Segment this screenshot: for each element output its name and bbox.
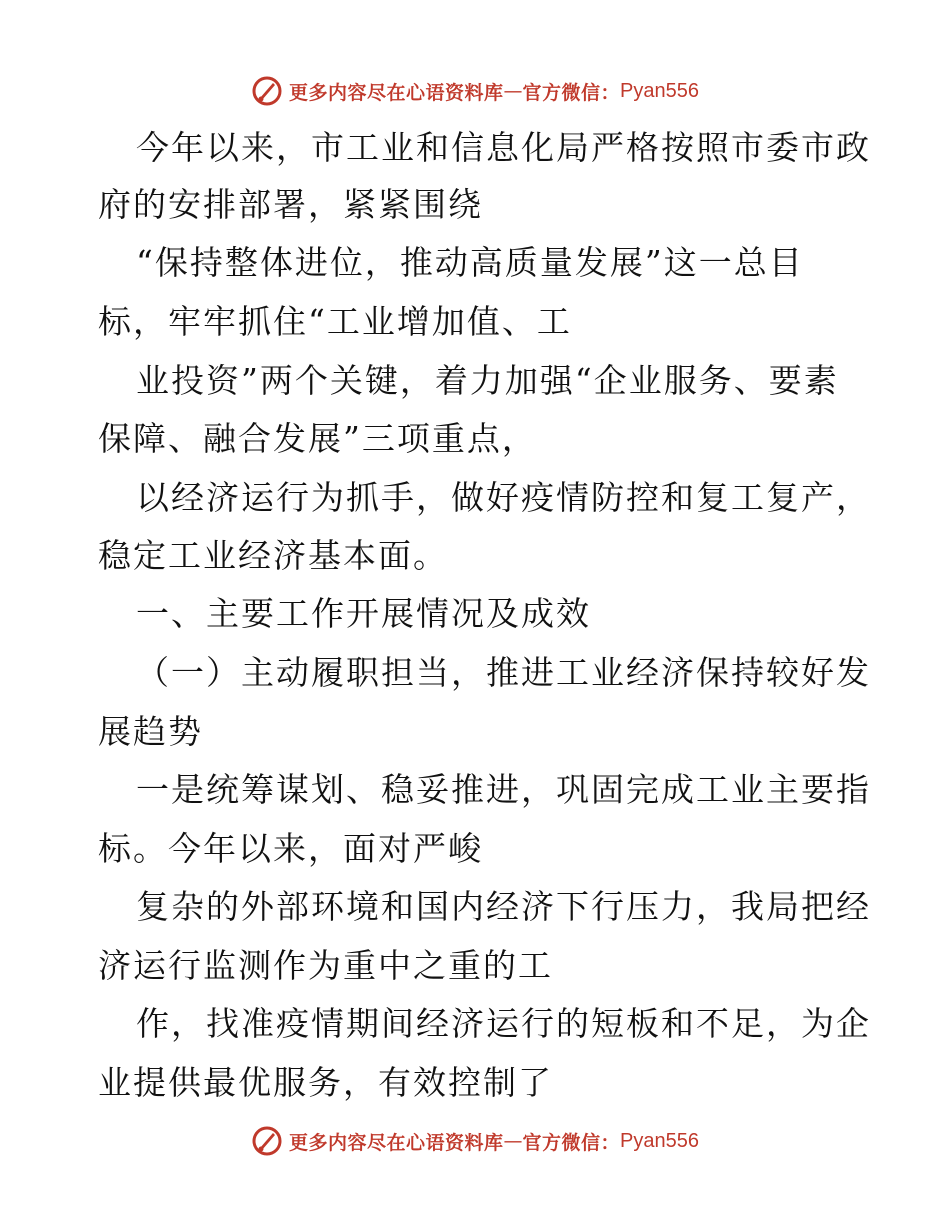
watermark-separator: — [503, 80, 523, 102]
quill-logo-icon [251, 1125, 283, 1157]
paragraph-line: 一是统筹谋划、稳妥推进，巩固完成工业主要指 [136, 770, 871, 809]
paragraph-line: 业提供最优服务，有效控制了 [98, 1063, 553, 1102]
watermark-account: Pyan556 [620, 1129, 699, 1152]
paragraph-line: “保持整体进位，推动高质量发展”这一总目 [136, 243, 804, 282]
paragraph-line: 济运行监测作为重中之重的工 [98, 946, 553, 985]
paragraph-line: 以经济运行为抓手，做好疫情防控和复工复产， [136, 478, 871, 517]
paragraph-line: 府的安排部署，紧紧围绕 [98, 185, 483, 224]
footer-watermark [0, 1121, 950, 1161]
watermark-label: 官方微信： [522, 81, 621, 104]
paragraph-line: 作，找准疫情期间经济运行的短板和不足，为企 [136, 1004, 871, 1043]
header-watermark [0, 71, 950, 111]
subsection-heading-continuation: 展趋势 [98, 712, 203, 751]
watermark-account: Pyan556 [620, 79, 699, 102]
paragraph-line: 保障、融合发展”三项重点， [98, 419, 537, 458]
paragraph-line: 标，牢牢抓住“工业增加值、工 [98, 302, 572, 341]
paragraph-line: 今年以来，市工业和信息化局严格按照市委市政 [136, 128, 871, 167]
watermark-text: 更多内容尽在心语资料库 [289, 81, 504, 104]
subsection-heading: （一）主动履职担当，推进工业经济保持较好发 [136, 653, 871, 692]
quill-logo-icon [251, 75, 283, 107]
watermark-label: 官方微信： [522, 1131, 621, 1154]
paragraph-line: 标。今年以来，面对严峻 [98, 829, 483, 868]
paragraph-line: 复杂的外部环境和国内经济下行压力，我局把经 [136, 887, 871, 926]
watermark-text: 更多内容尽在心语资料库 [289, 1131, 504, 1154]
paragraph-line: 业投资”两个关键，着力加强“企业服务、要素 [136, 361, 839, 400]
section-heading: 一、主要工作开展情况及成效 [136, 594, 591, 633]
watermark-separator: — [503, 1130, 523, 1152]
paragraph-line: 稳定工业经济基本面。 [98, 536, 448, 575]
